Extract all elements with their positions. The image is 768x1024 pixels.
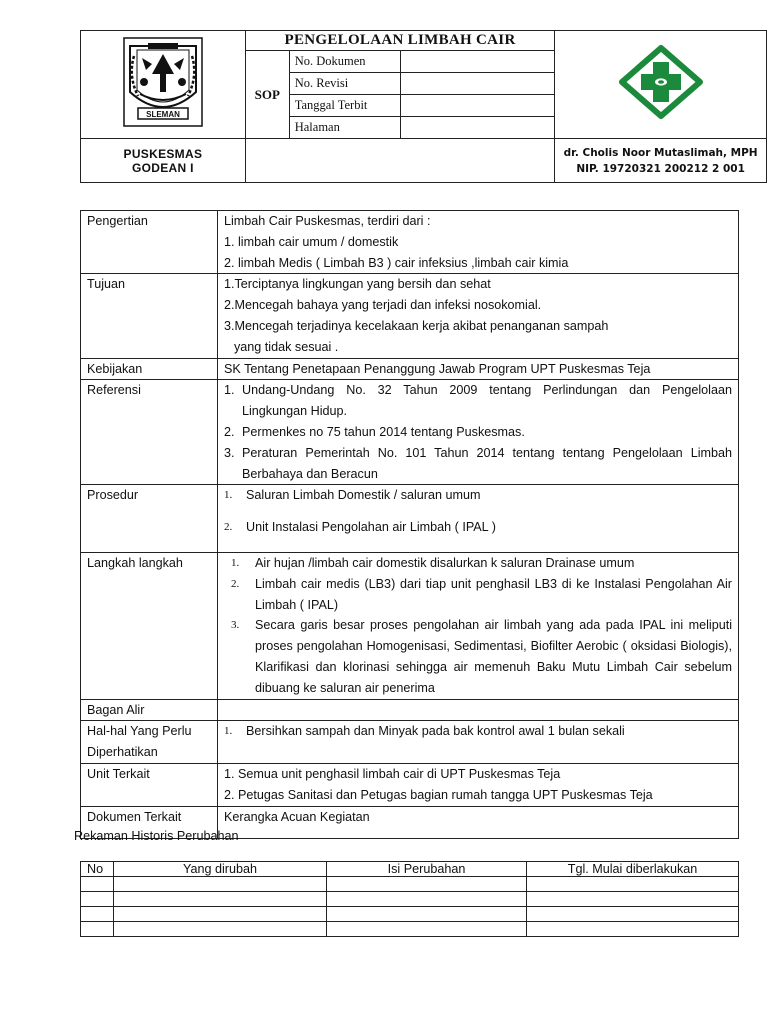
tujuan-line: 3.Mencegah terjadinya kecelakaan kerja akibat penanganan sampah [224,318,609,333]
list-item [224,443,732,485]
label-pengertian: Pengertian [81,211,218,274]
list-number: 2. [224,424,235,439]
list-text: Air hujan /limbah cair domestik disalurkan k saluran Drainase umum [255,555,635,570]
puskesmas-name [81,139,246,183]
table-cell [81,922,114,937]
content-bagan-alir [218,699,739,721]
list-number: 1. [224,725,233,738]
table-cell [114,877,327,892]
list-item [224,422,732,443]
label-unit-terkait: Unit Terkait [81,763,218,806]
hal-hal-label-line1: Hal-hal Yang Perlu [87,724,192,739]
list-item [231,574,732,616]
table-row [81,922,739,937]
history-header-yang-dirubah: Yang dirubah [114,862,327,877]
content-prosedur [218,485,739,553]
signer-name: dr. Cholis Noor Mutaslimah, MPH [563,146,758,159]
table-cell [81,907,114,922]
list-number: 1. [224,383,235,398]
content-dokumen-terkait: Kerangka Acuan Kegiatan [218,806,739,838]
table-cell [327,892,527,907]
label-bagan-alir: Bagan Alir [81,699,218,721]
tujuan-line: 1.Terciptanya lingkungan yang bersih dan sehat [224,277,491,292]
table-cell [81,892,114,907]
field-halaman-value [400,117,555,139]
list-number: 2. [231,577,240,590]
langkah-list [231,553,732,699]
label-hal-hal [81,721,218,764]
history-table [80,861,739,937]
table-row [81,892,739,907]
pengertian-line: Limbah Cair Puskesmas, terdiri dari : [224,214,431,228]
table-cell [327,922,527,937]
sop-content-table [80,210,739,839]
row-hal-hal [81,721,739,764]
prosedur-list [224,485,732,538]
list-text: Saluran Limbah Domestik / saluran umum [246,488,481,503]
list-number: 2. [224,521,233,534]
tujuan-line: yang tidak sesuai . [234,339,339,354]
list-text: Permenkes no 75 tahun 2014 tentang Puskesmas. [242,424,525,439]
pengertian-line: 1. limbah cair umum / domestik [224,234,399,249]
content-unit-terkait [218,763,739,806]
label-langkah: Langkah langkah [81,552,218,699]
history-header-row [81,862,739,877]
field-no-dokumen-label: No. Dokumen [289,51,400,73]
field-tanggal-terbit-value [400,95,555,117]
content-tujuan [218,274,739,358]
puskesmas-line2: GODEAN I [132,160,194,175]
row-prosedur [81,485,739,553]
list-text: Secara garis besar proses pengolahan air limbah yang ada pada IPAL ini meliputi proses pengolahan Homogenisasi, Sedimentasi, Biofilter Aerobic ( oksidasi Biologis), Klarifikasi dan klorinasi sehingga air memenuh Baku Mutu Limbah Cair sebelum dibuang ke saluran air penerima [255,618,732,695]
list-text: Undang-Undang No. 32 Tahun 2009 tentang Perlindungan dan Pengelolaan Lingkungan Hidup. [242,383,732,419]
header-blank-cell [245,139,555,183]
list-item [224,721,732,742]
puskesmas-logo [616,44,706,120]
row-unit-terkait [81,763,739,806]
row-tujuan [81,274,739,358]
signer-block [555,139,767,183]
unit-terkait-line: 2. Petugas Sanitasi dan Petugas bagian rumah tangga UPT Puskesmas Teja [224,787,653,802]
label-dokumen-terkait: Dokumen Terkait [81,806,218,838]
field-no-dokumen-value [400,51,555,73]
history-header-isi-perubahan: Isi Perubahan [327,862,527,877]
table-cell [327,907,527,922]
list-item [224,517,732,538]
table-cell [527,877,739,892]
list-item [224,485,732,506]
row-kebijakan [81,358,739,380]
referensi-list [224,380,732,484]
list-text: Bersihkan sampah dan Minyak pada bak kontrol awal 1 bulan sekali [246,724,625,739]
content-langkah [218,552,739,699]
puskesmas-line1: PUSKESMAS [123,146,203,161]
logo-puskesmas-cell [555,31,767,139]
table-cell [327,877,527,892]
row-pengertian [81,211,739,274]
signer-nip: NIP. 19720321 200212 2 001 [576,162,745,175]
sleman-regency-logo [122,36,204,128]
table-row [81,877,739,892]
list-number: 1. [231,556,240,569]
pengertian-line: 2. limbah Medis ( Limbah B3 ) cair infeksius ,limbah cair kimia [224,255,569,270]
field-halaman-label: Halaman [289,117,400,139]
list-text: Peraturan Pemerintah No. 101 Tahun 2014 tentang tentang Pengelolaan Limbah Berbahaya dan Beracun [242,445,732,481]
table-cell [114,892,327,907]
table-cell [114,907,327,922]
list-number: 1. [224,489,233,502]
content-referensi [218,380,739,485]
table-cell [527,907,739,922]
logo-sleman-cell [81,31,246,139]
document-title: PENGELOLAAN LIMBAH CAIR [245,31,555,51]
label-prosedur: Prosedur [81,485,218,553]
list-text: Unit Instalasi Pengolahan air Limbah ( IPAL ) [246,520,496,535]
content-hal-hal [218,721,739,764]
label-referensi: Referensi [81,380,218,485]
list-item [231,553,732,574]
list-text: Limbah cair medis (LB3) dari tiap unit penghasil LB3 di ke Instalasi Pengolahan Air Limbah ( IPAL) [255,576,732,612]
field-tanggal-terbit-label: Tanggal Terbit [289,95,400,117]
history-header-no: No [81,862,114,877]
rekaman-historis-title: Rekaman Historis Perubahan [74,829,239,843]
logo-sleman-label: SLEMAN [146,110,180,119]
history-header-tgl-mulai: Tgl. Mulai diberlakukan [527,862,739,877]
sop-label: SOP [245,51,289,139]
list-number: 3. [231,619,240,632]
table-row [81,907,739,922]
label-tujuan: Tujuan [81,274,218,358]
unit-terkait-line: 1. Semua unit penghasil limbah cair di UPT Puskesmas Teja [224,766,561,781]
hal-hal-label-line2: Diperhatikan [87,745,158,760]
table-cell [527,892,739,907]
content-pengertian [218,211,739,274]
tujuan-line: 2.Mencegah bahaya yang terjadi dan infeksi nosokomial. [224,298,542,313]
row-referensi [81,380,739,485]
list-number: 3. [224,445,235,460]
table-cell [81,877,114,892]
row-langkah [81,552,739,699]
table-cell [114,922,327,937]
list-item [224,380,732,422]
field-no-revisi-value [400,73,555,95]
label-kebijakan: Kebijakan [81,358,218,380]
sop-header-table [80,30,767,183]
list-item [231,615,732,698]
content-kebijakan: SK Tentang Penetapaan Penanggung Jawab Program UPT Puskesmas Teja [218,358,739,380]
hal-hal-list [224,721,732,742]
field-no-revisi-label: No. Revisi [289,73,400,95]
table-cell [527,922,739,937]
row-bagan-alir [81,699,739,721]
